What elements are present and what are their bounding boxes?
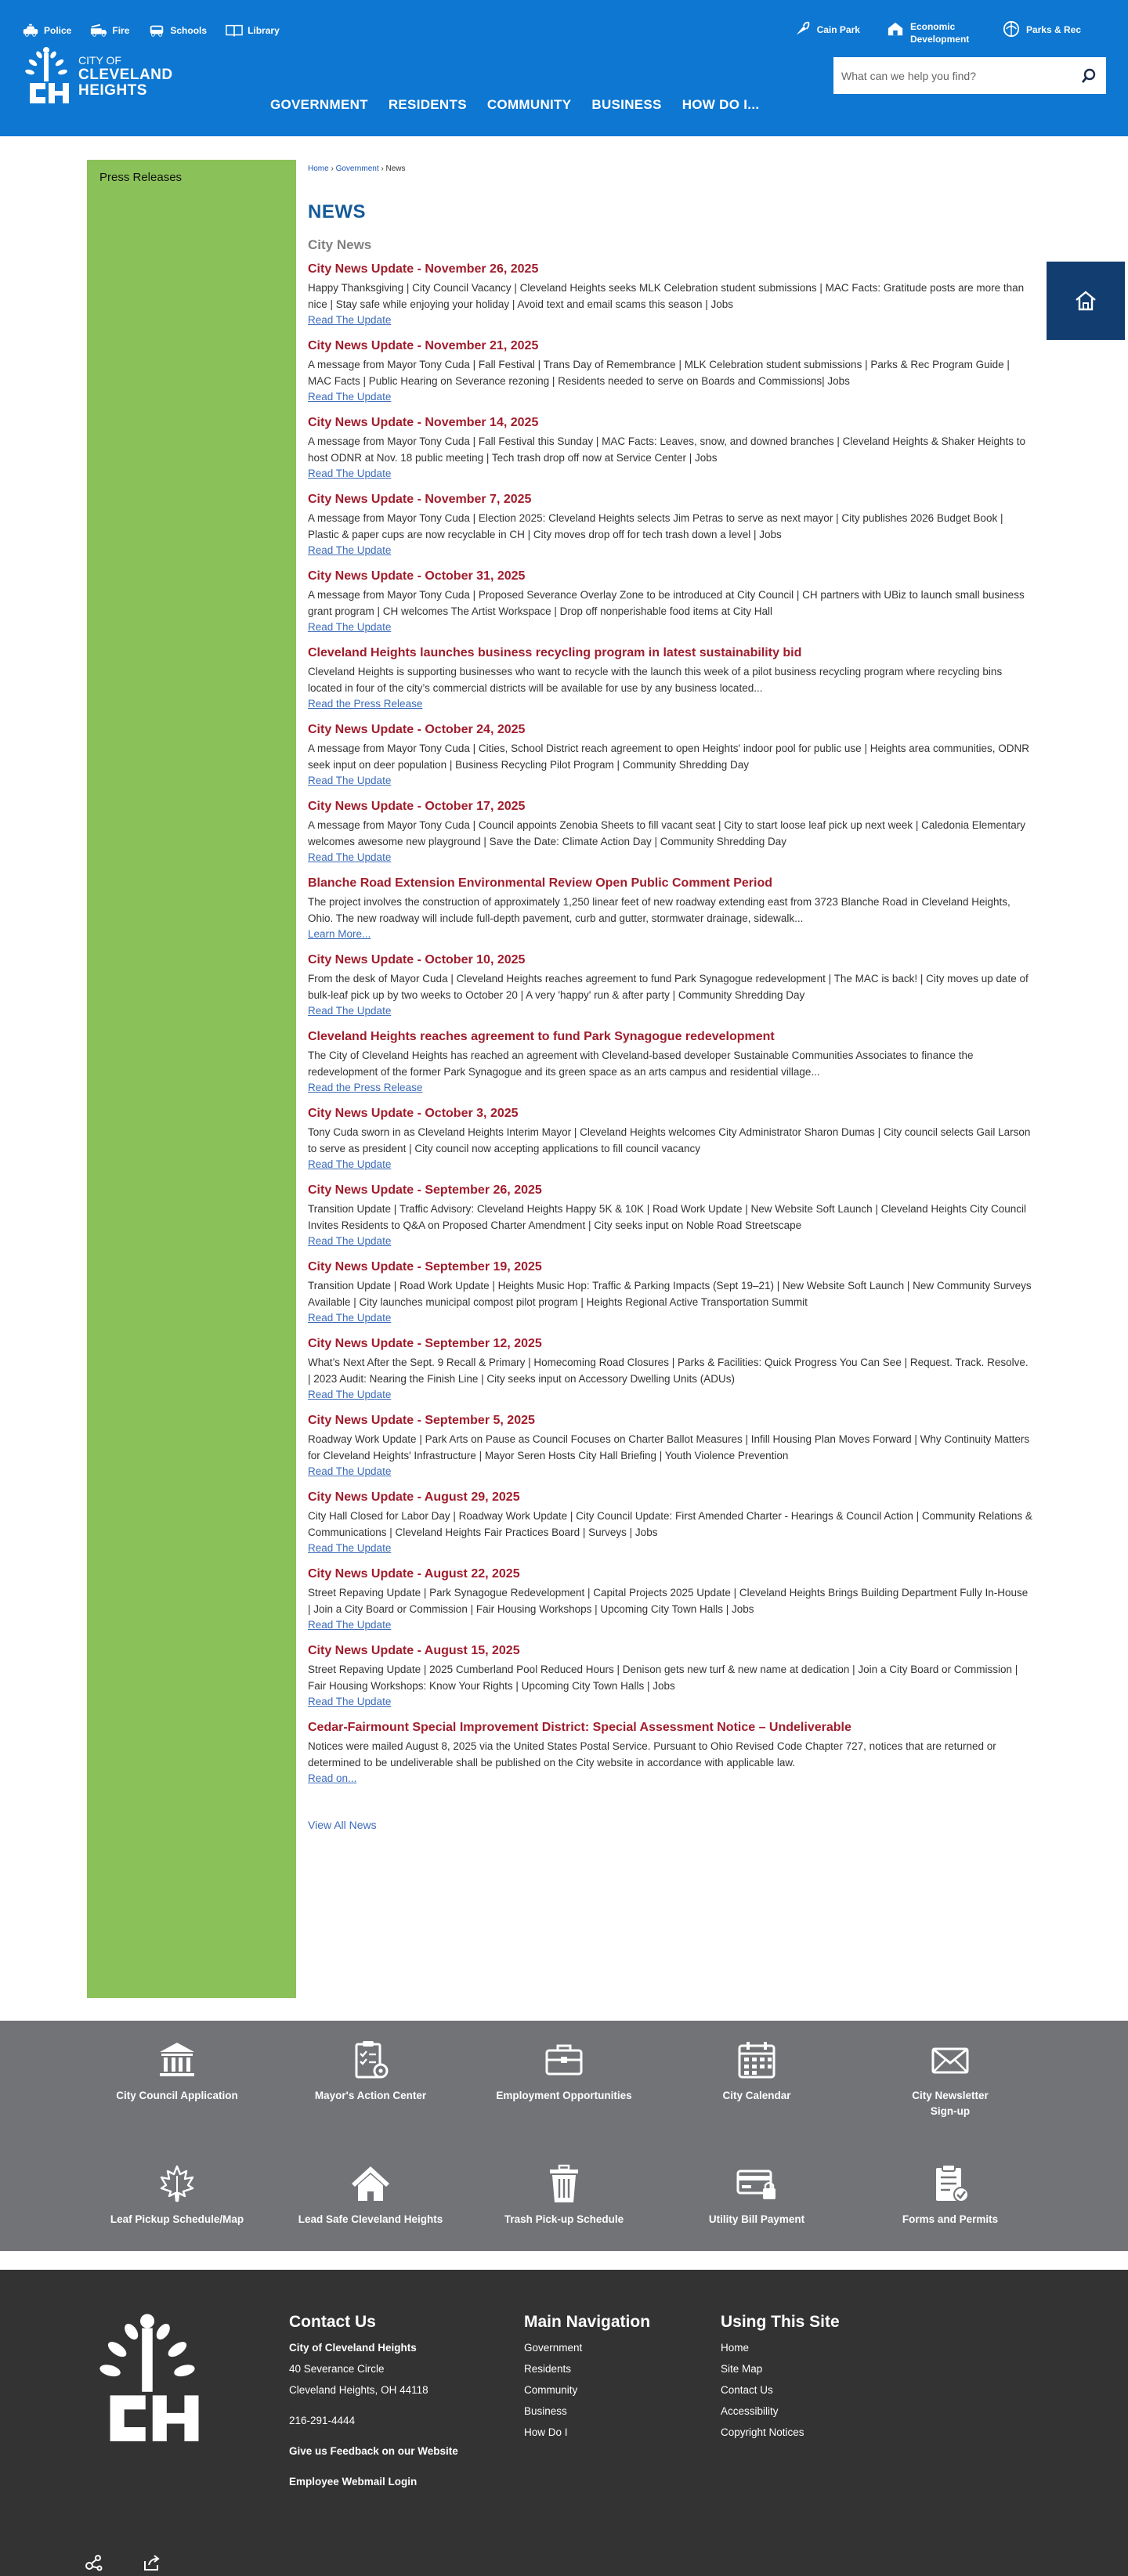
news-item-summary: A message from Mayor Tony Cuda | Fall Festival | Trans Day of Remembrance | MLK Celebration student submissions | Parks & Rec Program Guide | MAC Facts | Public Hearing on Severance rezoning | Residents needed to serve on Boards and Commissions| Jobs (308, 359, 1010, 387)
footer-link-site-map[interactable]: Site Map (721, 2363, 763, 2375)
news-item-read-more-link[interactable]: Read The Update (308, 1235, 392, 1247)
footer-feedback-link[interactable]: Give us Feedback on our Website (289, 2445, 458, 2457)
news-item (308, 1566, 1032, 1632)
news-item-title-link[interactable]: Cleveland Heights reaches agreement to fund Park Synagogue redevelopment (308, 1030, 775, 1043)
footer-nav-business[interactable]: Business (524, 2405, 567, 2417)
news-item-title-link[interactable]: City News Update - September 12, 2025 (308, 1337, 542, 1350)
news-item-summary: A message from Mayor Tony Cuda | Council appoints Zenobia Sheets to fill vacant seat | City to start loose leaf pick up next week | Caledonia Elementary welcomes awesome new playground | Save the Date: Climate Action Day | Community Shredding Day (308, 819, 1025, 847)
quick-link-label: City Council Application (116, 2090, 238, 2101)
view-all-news-link[interactable]: View All News (308, 1819, 377, 1831)
share-icon (143, 2553, 161, 2572)
city-tree-logo-icon (22, 45, 70, 107)
news-item-summary: Roadway Work Update | Park Arts on Pause as Council Focuses on Charter Ballot Measures | Infill Housing Plan Moves Forward | Why Continuity Matters for Cleveland Heights' Infrastructure | Mayor Seren Hosts City Hall Briefing | Youth Violence Prevention (308, 1433, 1030, 1461)
main-navigation (270, 97, 759, 113)
quick-link-city-council-application[interactable] (99, 2039, 255, 2104)
search-button[interactable] (1072, 57, 1106, 94)
credit-card-lock-icon (736, 2163, 777, 2204)
news-item-summary: The project involves the construction of approximately 1,250 linear feet of new roadway extending east from 3723 Blanche Road in Cleveland Heights, Ohio. The new roadway will include full-depth pavement, curb and gutter, stormwater drainage, sidewalk... (308, 896, 1010, 924)
news-item-title (308, 799, 1032, 814)
news-item-title-link[interactable]: City News Update - September 19, 2025 (308, 1260, 542, 1274)
news-item-title (308, 952, 1032, 967)
footer-main-navigation (524, 2310, 650, 2443)
parks-rec-icon (1003, 20, 1020, 38)
nav-business[interactable]: BUSINESS (591, 97, 662, 112)
utility-label: Parks & Rec (1025, 24, 1081, 35)
quick-link-label: Lead Safe Cleveland Heights (298, 2213, 443, 2225)
footer-contact-heading: Contact Us (289, 2313, 376, 2331)
site-header (0, 0, 1128, 136)
library-book-icon (226, 23, 243, 38)
news-item-summary: From the desk of Mayor Cuda | Cleveland Heights reaches agreement to fund Park Synagogue redevelopment | The MAC is back! | City moves up date of bulk-leaf pick up by two weeks to October 20 | A very 'happy' run & after party | Community Shredding Day (308, 973, 1029, 1001)
clipboard-gear-icon (350, 2039, 391, 2080)
breadcrumb-home[interactable]: Home (308, 164, 329, 173)
news-item (308, 569, 1032, 634)
police-car-icon (22, 23, 39, 38)
news-item-title (308, 492, 1032, 507)
logo-line-heights: HEIGHTS (78, 81, 147, 99)
footer-webmail-link[interactable]: Employee Webmail Login (289, 2476, 418, 2487)
quick-links (0, 2021, 1128, 2251)
news-item-title (308, 876, 1032, 891)
footer-site-heading: Using This Site (721, 2313, 840, 2331)
utility-link-schools[interactable] (148, 23, 207, 38)
news-item-read-more-link[interactable]: Read The Update (308, 621, 392, 633)
news-item-read-more-link[interactable]: Learn More... (308, 928, 371, 940)
news-item-summary: A message from Mayor Tony Cuda | Fall Festival this Sunday | MAC Facts: Leaves, snow, and downed branches | Cleveland Heights & Shaker Heights to host ODNR at Nov. 18 public meeting | Tech trash drop off now at Service Center | Jobs (308, 435, 1025, 464)
quick-link-label: City Calendar (722, 2090, 791, 2101)
news-item-title-link[interactable]: City News Update - November 14, 2025 (308, 416, 539, 429)
news-item-summary: Street Repaving Update | 2025 Cumberland Pool Reduced Hours | Denison gets new turf & new name at dedication | Join a City Board or Commission | Fair Housing Workshops: Know Your Rights | Upcoming City Town Halls | Jobs (308, 1664, 1018, 1692)
briefcase-icon (544, 2039, 584, 2080)
house-icon (350, 2163, 391, 2204)
utility-link-cain-park[interactable] (794, 20, 860, 45)
nav-residents[interactable]: RESIDENTS (388, 97, 467, 112)
news-item-title (308, 645, 1032, 660)
logo-line-cleveland: CLEVELAND (78, 66, 173, 83)
footer-link-accessibility[interactable]: Accessibility (721, 2405, 779, 2417)
footer-phone-link[interactable]: 216-291-4444 (289, 2415, 356, 2426)
calendar-icon (736, 2039, 777, 2080)
utility-label: Police (44, 25, 72, 36)
news-item-title-link[interactable]: City News Update - October 10, 2025 (308, 953, 526, 966)
news-item-title (308, 1720, 1032, 1735)
news-item-summary: Happy Thanksgiving | City Council Vacancy | Cleveland Heights seeks MLK Celebration student submissions | MAC Facts: Gratitude posts are more than nice | Stay safe while enjoying your holiday | Avoid text and email scams this season | Jobs (308, 282, 1025, 310)
utility-label: Cain Park (816, 24, 860, 35)
cain-park-icon (794, 20, 811, 38)
utility-link-parks-rec[interactable] (1003, 20, 1081, 45)
footer-nav-government[interactable]: Government (524, 2342, 583, 2354)
news-item-title (308, 1490, 1032, 1505)
school-bus-icon (148, 23, 165, 38)
news-item-title-link[interactable]: City News Update - October 3, 2025 (308, 1107, 519, 1120)
news-item-title (308, 1413, 1032, 1428)
news-item (308, 799, 1032, 865)
news-item-read-more-link[interactable]: Read the Press Release (308, 698, 423, 710)
footer-using-this-site (721, 2310, 840, 2443)
news-item-title (308, 415, 1032, 430)
news-item (308, 876, 1032, 941)
envelope-icon (930, 2039, 971, 2080)
news-item-read-more-link[interactable]: Read The Update (308, 775, 392, 786)
news-item (308, 1106, 1032, 1172)
breadcrumb (308, 164, 1032, 173)
section-title: City News (308, 237, 372, 252)
quick-link-label: Forms and Permits (902, 2213, 999, 2225)
news-list (308, 262, 1032, 1786)
news-item-summary: Transition Update | Traffic Advisory: Cleveland Heights Happy 5K & 10K | Road Work Update | New Website Soft Launch | Cleveland Heights City Council Invites Residents to Q&A on Proposed Charter Amendment | City seeks input on Noble Road Streetscape (308, 1203, 1026, 1231)
quick-link-label: Utility Bill Payment (708, 2213, 805, 2225)
news-item (308, 1413, 1032, 1479)
news-item (308, 1259, 1032, 1325)
utility-link-police[interactable] (22, 23, 71, 38)
footer-bottom-icons (85, 2553, 161, 2576)
news-item-title-link[interactable]: City News Update - November 26, 2025 (308, 262, 539, 276)
news-item-read-more-link[interactable]: Read The Update (308, 314, 392, 326)
news-item-title (308, 1183, 1032, 1198)
news-item (308, 1336, 1032, 1402)
page-title: NEWS (308, 201, 366, 222)
news-item (308, 262, 1032, 327)
news-item-summary: What’s Next After the Sept. 9 Recall & Primary | Homecoming Road Closures | Parks & Facilities: Quick Progress You Can See | Request. Track. Resolve. | 2023 Audit: Nearing the Finish Line | City seeks input on Accessory Dwelling Units (ADUs) (308, 1357, 1029, 1385)
news-item (308, 338, 1032, 404)
news-item-read-more-link[interactable]: Read on... (308, 1772, 357, 1784)
breadcrumb-separator: › (328, 164, 336, 173)
news-item-read-more-link[interactable]: Read The Update (308, 391, 392, 403)
site-footer (0, 2270, 1128, 2576)
news-item-title (308, 1566, 1032, 1581)
quick-link-label: Mayor's Action Center (314, 2090, 427, 2101)
footer-link-copyright[interactable]: Copyright Notices (721, 2426, 804, 2438)
quick-link-label: Leaf Pickup Schedule/Map (110, 2213, 244, 2225)
news-item-read-more-link[interactable]: Read The Update (308, 1389, 392, 1400)
city-tree-logo-icon (92, 2309, 202, 2450)
footer-contact (289, 2310, 458, 2492)
news-item-read-more-link[interactable]: Read the Press Release (308, 1082, 423, 1093)
fire-truck-icon (90, 23, 107, 38)
news-item-summary: City Hall Closed for Labor Day | Roadway Work Update | City Council Update: First Amended Charter - Hearings & Council Action | Community Relations & Communications | Cleveland Heights Fair Practices Board | Surveys | Jobs (308, 1510, 1032, 1538)
news-item-read-more-link[interactable]: Read The Update (308, 544, 392, 556)
utility-label: Fire (112, 25, 130, 36)
quick-link-forms-and-permits[interactable] (872, 2163, 1029, 2227)
news-item-title-link[interactable]: City News Update - September 26, 2025 (308, 1183, 542, 1197)
quick-link-leaf-pickup[interactable] (99, 2163, 255, 2227)
news-item-read-more-link[interactable]: Read The Update (308, 1005, 392, 1017)
footer-link-home[interactable]: Home (721, 2342, 750, 2354)
news-item-read-more-link[interactable]: Read The Update (308, 1158, 392, 1170)
site-logo[interactable] (22, 45, 173, 107)
news-item (308, 1643, 1032, 1709)
utility-links-left (22, 23, 280, 38)
quick-link-label: Trash Pick-up Schedule (504, 2213, 624, 2225)
news-item-read-more-link[interactable]: Read The Update (308, 1465, 392, 1477)
news-item-title (308, 338, 1032, 353)
nav-community[interactable]: COMMUNITY (486, 97, 572, 112)
news-item (308, 1183, 1032, 1248)
news-item-title-link[interactable]: City News Update - August 22, 2025 (308, 1567, 520, 1581)
home-icon (1074, 290, 1097, 312)
news-item-title-link[interactable]: Cleveland Heights launches business recycling program in latest sustainability bid (308, 646, 802, 659)
footer-org-name: City of Cleveland Heights (289, 2342, 417, 2354)
footer-nav-how-do-i[interactable]: How Do I (524, 2426, 568, 2438)
news-item (308, 722, 1032, 788)
breadcrumb-government[interactable]: Government (335, 164, 379, 173)
quick-link-mayors-action-center[interactable] (292, 2039, 449, 2104)
city-hall-icon (157, 2039, 197, 2080)
quick-link-label: Employment Opportunities (496, 2090, 632, 2101)
sidebar (87, 160, 296, 1998)
news-item-title-link[interactable]: City News Update - November 7, 2025 (308, 493, 532, 506)
quick-link-employment-opportunities[interactable] (486, 2039, 642, 2104)
news-item (308, 415, 1032, 481)
news-item-title-link[interactable]: City News Update - October 31, 2025 (308, 569, 526, 583)
utility-label: Economic Development (909, 21, 970, 45)
footer-link-contact-us[interactable]: Contact Us (721, 2384, 773, 2396)
news-item-title (308, 569, 1032, 583)
news-item-read-more-link[interactable]: Read The Update (308, 1696, 392, 1707)
news-item-summary: A message from Mayor Tony Cuda | Cities, School District reach agreement to open Heights' indoor pool for public use | Heights area communities, ODNR seek input on deer population | Business Recycling Pilot Program | Community Shredding Day (308, 742, 1030, 771)
footer-address-line2: Cleveland Heights, OH 44118 (289, 2384, 428, 2396)
sidebar-item-press-releases[interactable]: Press Releases (99, 171, 183, 184)
quick-link-lead-safe[interactable] (292, 2163, 449, 2227)
news-item-title-link[interactable]: City News Update - October 24, 2025 (308, 723, 526, 736)
breadcrumb-current: News (385, 164, 406, 173)
logo-wordmark (78, 54, 173, 99)
search-input[interactable] (833, 57, 1072, 94)
trash-can-icon (544, 2163, 584, 2204)
news-item-title-link[interactable]: City News Update - September 5, 2025 (308, 1414, 535, 1427)
utility-link-fire[interactable] (90, 23, 129, 38)
news-item (308, 1490, 1032, 1555)
news-item (308, 1029, 1032, 1095)
footer-nav-community[interactable]: Community (524, 2384, 578, 2396)
news-item-title-link[interactable]: City News Update - August 15, 2025 (308, 1644, 520, 1657)
news-item-summary: A message from Mayor Tony Cuda | Election 2025: Cleveland Heights selects Jim Petras to serve as next mayor | City publishes 2026 Budget Book | Plastic & paper cups are now recyclable in CH | City moves drop off for tech trash down a level | Jobs (308, 512, 1003, 540)
quick-link-utility-bill-payment[interactable] (678, 2163, 835, 2227)
utility-label: Schools (170, 25, 208, 36)
news-item-summary: A message from Mayor Tony Cuda | Proposed Severance Overlay Zone to be introduced at City Council | CH partners with UBiz to launch small business grant program | CH welcomes The Artist Workspace | Drop off nonperishable food items at City Hall (308, 589, 1025, 617)
news-item-summary: Street Repaving Update | Park Synagogue Redevelopment | Capital Projects 2025 Update | Cleveland Heights Brings Building Department Fully In-House | Join a City Board or Commission | Fair Housing Workshops | Upcoming City Town Halls | Jobs (308, 1587, 1029, 1615)
quick-link-trash-pickup-schedule[interactable] (486, 2163, 642, 2227)
news-item-title (308, 1106, 1032, 1121)
news-item-summary: Cleveland Heights is supporting businesses who want to recycle with the launch this week of a pilot business recycling program where recycling bins located in four of the city’s commercial districts will be available for use by any business located... (308, 666, 1003, 694)
home-shortcut-button[interactable] (1047, 262, 1125, 340)
news-item-title (308, 1259, 1032, 1274)
footer-address-line1: 40 Severance Circle (289, 2363, 385, 2375)
network-nodes-icon (85, 2553, 103, 2572)
news-item-summary: Transition Update | Road Work Update | Heights Music Hop: Traffic & Parking Impacts (Sept 19–21) | New Website Soft Launch | New Community Surveys Available | City launches municipal compost pilot program | Heights Regional Active Transportation Summit (308, 1280, 1032, 1308)
footer-main-nav-heading: Main Navigation (524, 2313, 651, 2331)
news-item-title (308, 1643, 1032, 1658)
utility-link-economic-development[interactable] (887, 20, 976, 45)
quick-link-city-newsletter-sign-up[interactable] (872, 2039, 1029, 2119)
footer-nav-residents[interactable]: Residents (524, 2363, 572, 2375)
footer-share-link[interactable] (143, 2553, 161, 2576)
news-item-title-link[interactable]: City News Update - October 17, 2025 (308, 800, 526, 813)
quick-link-city-calendar[interactable] (678, 2039, 835, 2104)
news-item (308, 952, 1032, 1018)
news-item-title (308, 262, 1032, 276)
news-item-read-more-link[interactable]: Read The Update (308, 1312, 392, 1324)
news-item-title-link[interactable]: City News Update - November 21, 2025 (308, 339, 539, 352)
news-item-summary: The City of Cleveland Heights has reached an agreement with Cleveland-based developer Sustainable Communities Associates to finance the redevelopment of the former Park Synagogue and its green space as an arts campus and residential village... (308, 1050, 974, 1078)
news-item (308, 492, 1032, 558)
news-item-title-link[interactable]: City News Update - August 29, 2025 (308, 1490, 520, 1504)
maple-leaf-icon (157, 2163, 197, 2204)
news-item-title-link[interactable]: Blanche Road Extension Environmental Review Open Public Comment Period (308, 876, 773, 890)
utility-links-right (794, 20, 1081, 45)
news-item-read-more-link[interactable]: Read The Update (308, 468, 392, 479)
search-box (833, 57, 1106, 94)
breadcrumb-separator: › (378, 164, 386, 173)
logo-line-city-of: CITY OF (78, 53, 121, 67)
nav-how-do-i[interactable]: HOW DO I... (682, 97, 760, 112)
economic-development-icon (887, 20, 904, 38)
news-item-read-more-link[interactable]: Read The Update (308, 1542, 392, 1554)
news-item (308, 1720, 1032, 1786)
news-item-title (308, 1336, 1032, 1351)
clipboard-check-icon (930, 2163, 971, 2204)
news-item-read-more-link[interactable]: Read The Update (308, 1619, 392, 1631)
main-content (308, 164, 1032, 1833)
utility-label: Library (248, 25, 280, 36)
news-item-summary: Tony Cuda sworn in as Cleveland Heights Interim Mayor | Cleveland Heights welcomes City Administrator Sharon Dumas | City council selects Gail Larson to serve as president | City council now accepting applications to fill council vacancy (308, 1126, 1031, 1154)
news-item-summary: Notices were mailed August 8, 2025 via the United States Postal Service. Pursuant to Ohio Revised Code Chapter 727, notices that are returned or determined to be undeliverable shall be published on the City website in accordance with applicable law. (308, 1740, 996, 1769)
search-icon (1081, 68, 1097, 84)
news-item-title (308, 722, 1032, 737)
footer-logo (92, 2309, 202, 2454)
quick-link-label: City Newsletter Sign-up (912, 2090, 989, 2117)
news-item-title (308, 1029, 1032, 1044)
footer-network-link[interactable] (85, 2553, 103, 2576)
utility-link-library[interactable] (226, 23, 280, 38)
news-item-read-more-link[interactable]: Read The Update (308, 851, 392, 863)
nav-government[interactable]: GOVERNMENT (270, 97, 368, 112)
news-item (308, 645, 1032, 711)
news-item-title-link[interactable]: Cedar-Fairmount Special Improvement District: Special Assessment Notice – Undeliverable (308, 1721, 851, 1734)
